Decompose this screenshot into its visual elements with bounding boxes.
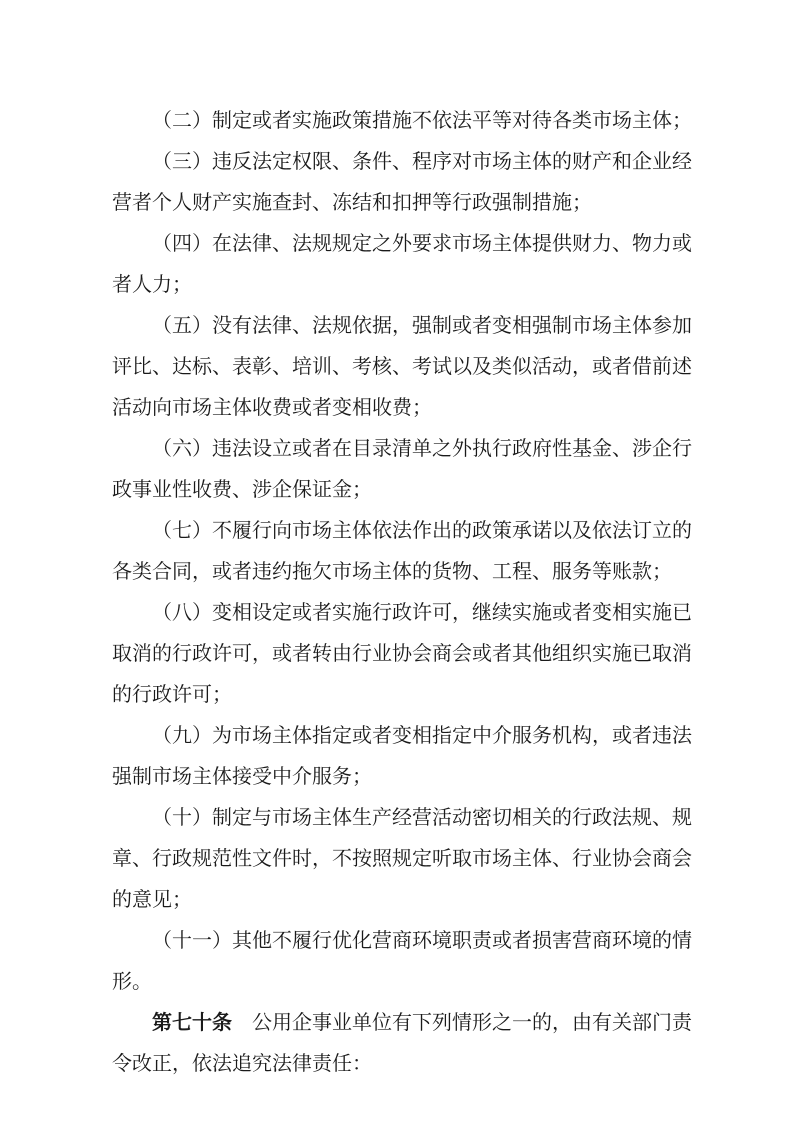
clause-7: （七）不履行向市场主体依法作出的政策承诺以及依法订立的各类合同，或者违约拖欠市场主体的货物、工程、服务等账款； — [112, 518, 692, 583]
clause-6: （六）违法设立或者在目录清单之外执行政府性基金、涉企行政事业性收费、涉企保证金； — [112, 436, 692, 501]
clause-2: （二）制定或者实施政策措施不依法平等对待各类市场主体； — [152, 108, 692, 132]
clause-10: （十）制定与市场主体生产经营活动密切相关的行政法规、规章、行政规范性文件时，不按照规定听取市场主体、行业协会商会的意见； — [112, 805, 692, 911]
clause-3: （三）违反法定权限、条件、程序对市场主体的财产和企业经营者个人财产实施查封、冻结和扣押等行政强制措施； — [112, 149, 692, 214]
clause-9: （九）为市场主体指定或者变相指定中介服务机构，或者违法强制市场主体接受中介服务； — [112, 723, 692, 788]
clause-11: （十一）其他不履行优化营商环境职责或者损害营商环境的情形。 — [112, 928, 692, 993]
clause-4: （四）在法律、法规规定之外要求市场主体提供财力、物力或者人力； — [112, 231, 692, 296]
article-label: 第七十条 — [152, 1010, 232, 1034]
clause-8: （八）变相设定或者实施行政许可，继续实施或者变相实施已取消的行政许可，或者转由行业协会商会或者其他组织实施已取消的行政许可； — [112, 600, 692, 706]
article-70 — [112, 1002, 692, 1084]
article-text: 公用企事业单位有下列情形之一的，由有关部门责令改正，依法追究法律责任： — [112, 1010, 692, 1075]
clause-5: （五）没有法律、法规依据，强制或者变相强制市场主体参加评比、达标、表彰、培训、考核、考试以及类似活动，或者借前述活动向市场主体收费或者变相收费； — [112, 313, 692, 419]
document-body — [112, 100, 692, 1084]
